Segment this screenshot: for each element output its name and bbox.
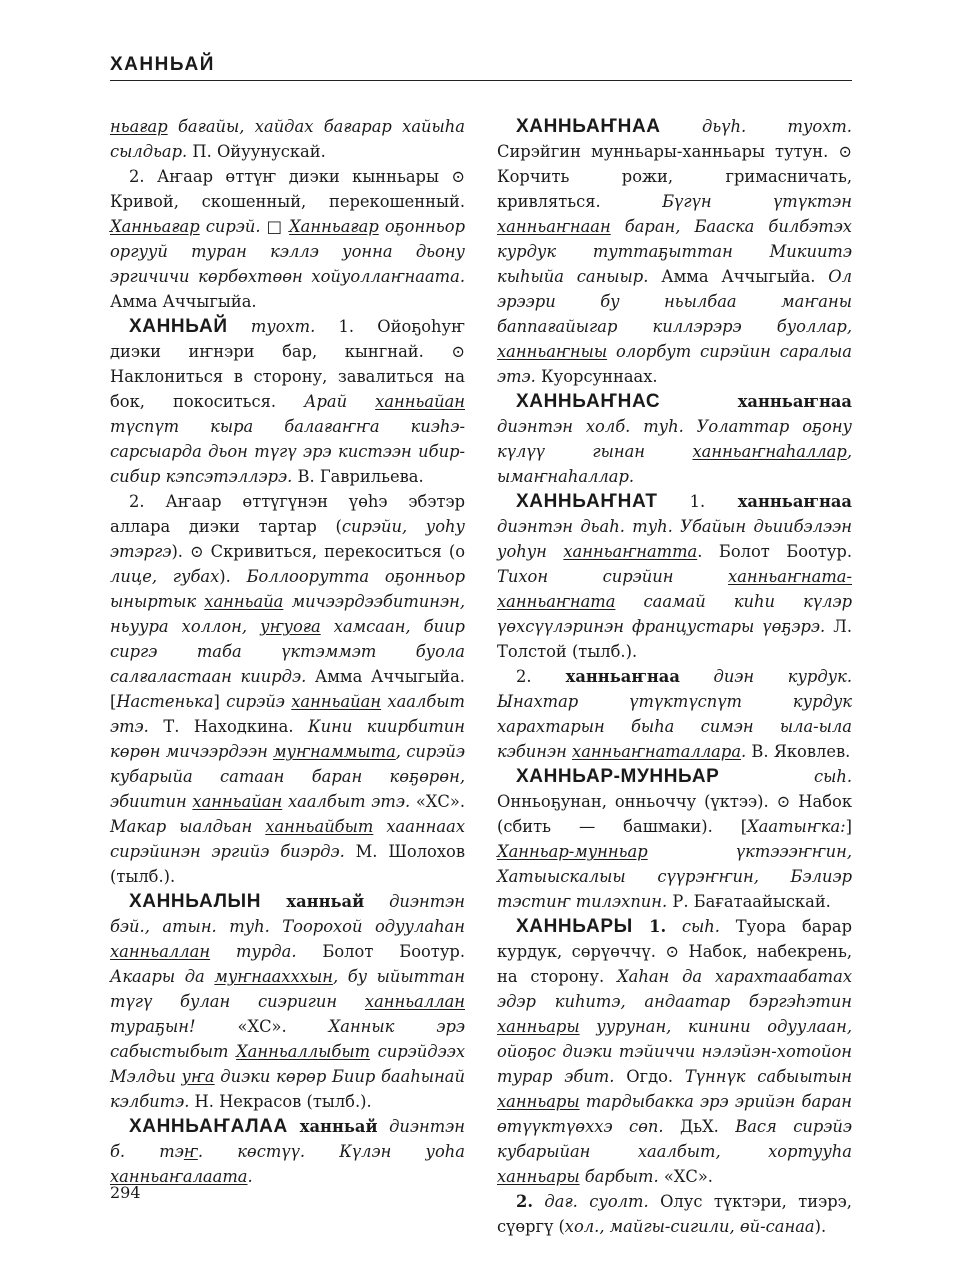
running-header: ХАННЬАЙ bbox=[110, 54, 215, 75]
headword: ХАННЬАЙ bbox=[129, 316, 228, 337]
entry-hannyay-sense-2: 2. Аҥаар өттүгүнэн үөһэ эбэтэр аллара диэки тартар (сирэйи, уоһу этэргэ). ⊙ Скривиться, перекоситься (о лице, губах). Боллоорутта оҕонньор ыныртык ханньайа мичээрдээбитинэн, ньуура холлон, уҥуоға хамсаан, биир сиргэ таба үктэммэт буола салғаластаан киирдэ. Амма Аччыгыйа. [Настенька] сирэйэ ханньайан хаалбыт этэ. Т. Находкина. Кини киирбитин көрөн мичээрдээн муҥнаммыта, сирэйэ кубарыйа сатаан баран көҕөрөн, эбиитин ханньайан хаалбыт этэ. «ХС». Макар ыалдьан ханньайбыт хааннаах сирэйинэн эргийэ биэрдэ. М. Шолохов (тылб.). bbox=[110, 492, 465, 886]
right-column bbox=[497, 114, 852, 1239]
entry-hannyar-munnyar: ХАННЬАР-МУННЬАР сыһ. Онньоҕунан, онньоччу (үктээ). ⊙ Набок (сбить — башмаки). [Хаатыҥка:] Ханньар-мунньар үктэээҥҥин, Хатыыскалыы сүүрэҥҥин, Бэлиэр тэстиҥ тилэхпин. Р. Бағатаайыскай. bbox=[497, 766, 852, 911]
entry-hannyangnat: ХАННЬАҤНАТ 1. ханньаҥнаа диэнтэн дьаһ. туһ. Убайын дьиибэлээн уоһун ханньаҥнатта. Болот Боотур. Тихон сирэйин ханньаҥната-ханньаҥната саамай киһи күлэр үөхсүүлэринэн францустары үөҕэрэ. Л. Толстой (тылб.). bbox=[497, 491, 852, 661]
page-number: 294 bbox=[110, 1183, 141, 1202]
entry-hannyay: ХАННЬАЙ туохт. 1. Ойоҕоһуҥ диэки иҥнэри бар, кынгнай. ⊙ Наклониться в сторону, завалиться на бок, покоситься. Арай ханньайан түспүт кыра балағаҥҥа киэһэ-сарсыарда дьон түгү эрэ кистээн ибир-сибир кэпсэтэллэрэ. В. Гаврильева. bbox=[110, 316, 465, 486]
headword: ХАННЬАҤАЛАА bbox=[129, 1116, 288, 1137]
headword: ХАННЬАҤНАС bbox=[516, 391, 661, 412]
entry-hannyangnat-sense-2: 2. ханньаҥнаа диэн курдук. Ынахтар үтүктүспүт курдук харахтарын быһа симэн ыла-ыла кэбинэн ханньаҥнаталлара. В. Яковлев. bbox=[497, 667, 852, 761]
entry-sense-2: 2. Аҥаар өттүҥ диэки кынньары ⊙ Кривой, скошенный, перекошенный. Ханньағар сирэй. □ Ханньағар оҕонньор оргууй туран кэллэ уонна дьону эргичичи көрбөхтөөн хойуоллаҥнаата. Амма Аччыгыйа. bbox=[110, 167, 465, 311]
header-divider bbox=[110, 80, 852, 81]
entry-hannyary: ХАННЬАРЫ 1. сыһ. Туора барар курдук, сөрүөччү. ⊙ Набок, набекрень, на сторону. Хаһан да харахтаабатах эдэр киһитэ, андаатар бэргэһэтин ханньары уурунан, кинини одуулаан, ойоҕос диэки тэйиччи нэлэйэн-хотойон турар эбит. Огдо. Түннүк сабыытын ханньары тардыбакка эрэ эрийэн баран өтүүктүөххэ сөп. ДьХ. Вася сирэйэ кубарыйан хаалбыт, хортууһа ханньары барбыт. «ХС». bbox=[497, 916, 852, 1186]
entry-hannyangalaa: ХАННЬАҤАЛАА ханньай диэнтэн б. тэҥ. көстүү. Күлэн уоһа ханньаҥалаата. bbox=[110, 1116, 466, 1186]
headword: ХАННЬАҤНАА bbox=[516, 116, 661, 137]
headword: ХАННЬАҤНАТ bbox=[516, 491, 658, 512]
left-column bbox=[110, 114, 465, 1189]
headword: ХАННЬАР-МУННЬАР bbox=[516, 766, 720, 787]
entry-hannyary-sense-2: 2. дағ. суолт. Олус түктэри, тиэрэ, сүөргү (хол., майгы-сигили, өй-санаа). bbox=[497, 1192, 852, 1236]
entry-hannyangnaa: ХАННЬАҤНАА дьүһ. туохт. Сирэйгин мунньары-ханньары тутун. ⊙ Корчить рожи, гримасничать, кривляться. Бүгүн үтүктэн ханньаҥнаан баран, Бааска билбэтэх курдук туттаҕыттан Микиитэ кыһыйа саныыр. Амма Аччыгыйа. Ол эрээри бу ньылбаа маҥаны баппағайыгар киллэрэрэ буоллар, ханньаҥныы олорбут сирэйин саралыа этэ. Куорсуннаах. bbox=[497, 116, 853, 386]
headword: ХАННЬАЛЫН bbox=[129, 891, 262, 912]
entry-continuation: ньағар бағайы, хайдах бағарар хайыһа сылдьар. П. Ойуунускай. bbox=[110, 117, 465, 161]
entry-hannyalyn: ХАННЬАЛЫН ханньай диэнтэн бэй., атын. туһ. Тоорохой одуулаһан ханньаллан турда. Болот Боотур. Акаары да муҥнаахххын, бу ыйыттан түгү булан сиэригин ханньаллан тураҕын! «ХС». Ханнык эрэ сабыстыбыт Ханньаллыбыт сирэйдээх Мэлдьи уҥа диэки көрөр Биир бааһынай кэлбитэ. Н. Некрасов (тылб.). bbox=[110, 891, 466, 1111]
entry-hannyangnas: ХАННЬАҤНАС ханньаҥнаа диэнтэн холб. туһ. Уолаттар оҕону күлүү гынан ханньаҥнаһаллар, ымаҥнаһаллар. bbox=[497, 391, 852, 486]
headword: ХАННЬАРЫ bbox=[516, 916, 633, 937]
